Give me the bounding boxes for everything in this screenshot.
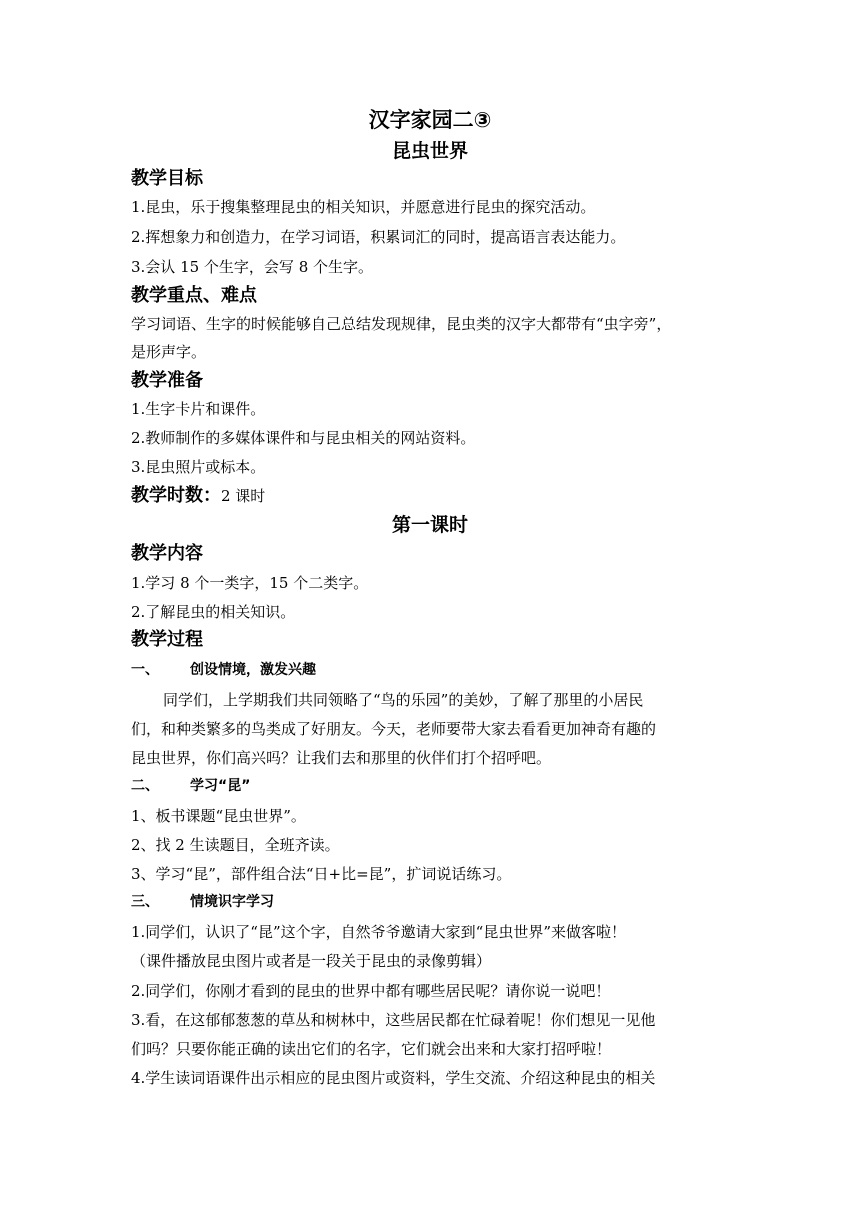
goals-heading: 教学目标 xyxy=(131,168,203,189)
goal-item: 2.挥想象力和创造力，在学习词语，积累词汇的同时，提高语言表达能力。 xyxy=(131,228,626,246)
preparation-item: 1.生字卡片和课件。 xyxy=(131,400,266,418)
process-section-title xyxy=(131,776,250,796)
section-number: 三、 xyxy=(131,894,159,910)
process-heading: 教学过程 xyxy=(131,629,203,650)
hours-value: 2 课时 xyxy=(221,487,266,505)
hours-row xyxy=(131,484,265,508)
section-number: 二、 xyxy=(131,778,159,794)
section-title: 学习“昆” xyxy=(190,778,251,794)
goal-item: 3.会认 15 个生字，会写 8 个生字。 xyxy=(131,258,374,276)
key-points-heading: 教学重点、难点 xyxy=(131,285,257,306)
process-line: 1、板书课题“昆虫世界”。 xyxy=(131,807,306,825)
process-line: 同学们，上学期我们共同领略了“鸟的乐园”的美妙，了解了那里的小居民 xyxy=(163,691,644,709)
process-line: 2、找 2 生读题目，全班齐读。 xyxy=(131,836,340,854)
process-line: 1.同学们，认识了“昆”这个字，自然爷爷邀请大家到“昆虫世界”来做客啦！ xyxy=(131,923,626,941)
process-section-title xyxy=(131,892,274,912)
preparation-item: 3.昆虫照片或标本。 xyxy=(131,458,266,476)
lesson-title: 第一课时 xyxy=(391,514,468,536)
key-points-line: 学习词语、生字的时候能够自己总结发现规律，昆虫类的汉字大都带有“虫字旁”， xyxy=(131,315,672,333)
process-line: （课件播放昆虫图片或者是一段关于昆虫的录像剪辑） xyxy=(131,952,492,970)
section-number: 一、 xyxy=(131,662,159,678)
document-subtitle: 昆虫世界 xyxy=(391,140,468,162)
hours-label: 教学时数： xyxy=(131,485,221,506)
content-item: 2.了解昆虫的相关知识。 xyxy=(131,603,296,621)
process-line: 们吗？只要你能正确的读出它们的名字，它们就会出来和大家打招呼啦！ xyxy=(131,1040,612,1058)
process-line: 4.学生读词语课件出示相应的昆虫图片或资料，学生交流、介绍这种昆虫的相关 xyxy=(131,1069,656,1087)
process-line: 3.看，在这郁郁葱葱的草丛和树林中，这些居民都在忙碌着呢！你们想见一见他 xyxy=(131,1011,656,1029)
preparation-heading: 教学准备 xyxy=(131,370,203,391)
section-title: 创设情境，激发兴趣 xyxy=(190,662,316,678)
section-title: 情境识字学习 xyxy=(190,894,274,910)
process-line: 们，和种类繁多的鸟类成了好朋友。今天，老师要带大家去看看更加神奇有趣的 xyxy=(131,720,657,738)
process-line: 2.同学们，你刚才看到的昆虫的世界中都有哪些居民呢？请你说一说吧！ xyxy=(131,982,611,1000)
content-item: 1.学习 8 个一类字，15 个二类字。 xyxy=(131,574,369,592)
document-title: 汉字家园二③ xyxy=(368,108,492,132)
goal-item: 1.昆虫，乐于搜集整理昆虫的相关知识，并愿意进行昆虫的探究活动。 xyxy=(131,198,596,216)
preparation-item: 2.教师制作的多媒体课件和与昆虫相关的网站资料。 xyxy=(131,429,476,447)
process-line: 3、学习“昆”，部件组合法“日+比=昆”，扩词说话练习。 xyxy=(131,865,512,883)
process-section-title xyxy=(131,660,316,680)
key-points-line: 是形声字。 xyxy=(131,343,207,361)
process-line: 昆虫世界，你们高兴吗？让我们去和那里的伙伴们打个招呼吧。 xyxy=(131,749,552,767)
content-heading: 教学内容 xyxy=(131,543,203,564)
